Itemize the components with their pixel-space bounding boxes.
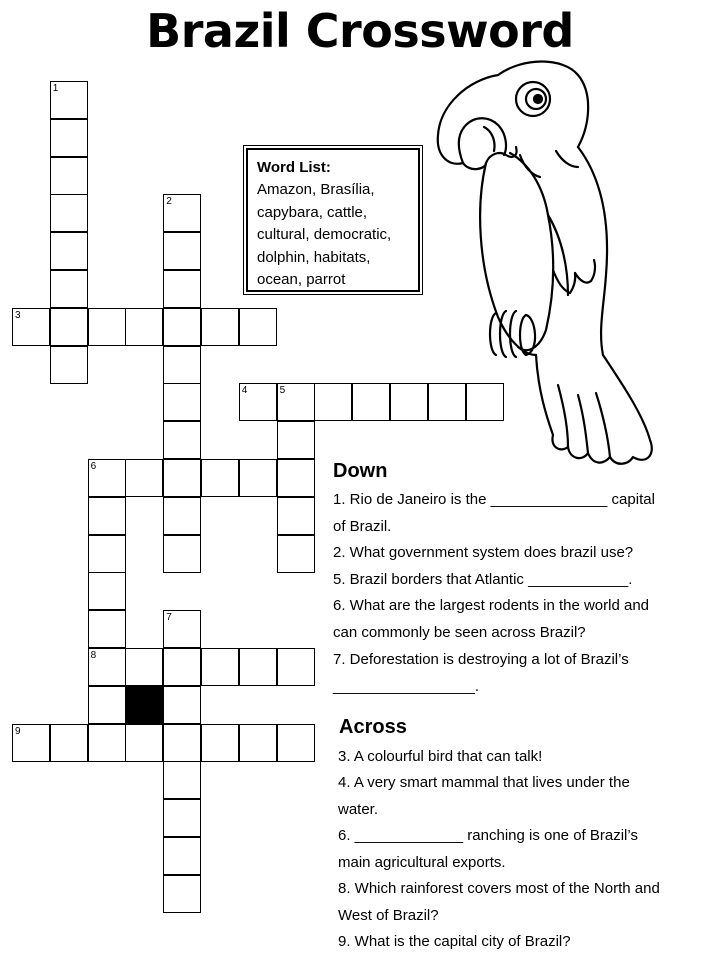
clue-number: 6 [90, 461, 97, 472]
crossword-cell[interactable] [163, 686, 201, 724]
word-list-heading: Word List: [257, 159, 331, 176]
crossword-cell[interactable] [277, 724, 315, 762]
crossword-cell[interactable] [163, 194, 201, 232]
across-clue: 4. A very smart mammal that lives under the water. [338, 774, 630, 818]
crossword-cell[interactable] [163, 610, 201, 648]
across-clue: 8. Which rainforest covers most of the North and West of Brazil? [338, 880, 660, 924]
down-clue: 6. What are the largest rodents in the world and can commonly be seen across Brazil? [333, 597, 650, 641]
crossword-cell[interactable] [88, 686, 126, 724]
crossword-cell[interactable] [50, 346, 88, 384]
crossword-cell[interactable] [88, 459, 126, 497]
crossword-cell[interactable] [163, 232, 201, 270]
crossword-cell[interactable] [239, 383, 277, 421]
crossword-cell[interactable] [50, 81, 88, 119]
clue-number: 7 [166, 612, 172, 624]
crossword-cell[interactable] [277, 459, 315, 497]
down-heading: Down [333, 460, 388, 482]
word-list-line: cultural, democratic, [257, 226, 392, 243]
clue-number: 1 [52, 83, 59, 94]
crossword-cell[interactable] [277, 648, 315, 686]
word-list-line: capybara, cattle, [257, 203, 368, 221]
crossword-cell[interactable] [163, 459, 201, 497]
crossword-cell[interactable] [277, 535, 315, 573]
crossword-cell[interactable] [277, 421, 315, 459]
crossword-cell[interactable] [163, 648, 201, 686]
crossword-cell[interactable] [88, 724, 126, 762]
crossword-cell[interactable] [50, 157, 88, 195]
clue-number: 4 [241, 385, 248, 397]
crossword-cell[interactable] [125, 308, 163, 346]
crossword-cell[interactable] [50, 194, 88, 232]
parrot-illustration [428, 55, 660, 475]
crossword-cell[interactable] [12, 308, 50, 346]
crossword-cell[interactable] [201, 724, 239, 762]
crossword-cell[interactable] [201, 648, 239, 686]
crossword-cell[interactable] [88, 610, 126, 648]
crossword-cell[interactable] [50, 119, 88, 157]
word-list-box [243, 145, 423, 295]
crossword-cell[interactable] [88, 308, 126, 346]
crossword-cell[interactable] [163, 421, 201, 459]
crossword-cell[interactable] [125, 648, 163, 686]
crossword-cell[interactable] [50, 308, 88, 346]
across-clue: 3. A colourful bird that can talk! [338, 748, 543, 765]
crossword-cell[interactable] [50, 232, 88, 270]
clue-number: 9 [15, 725, 21, 737]
crossword-cell[interactable] [277, 383, 315, 421]
crossword-cell[interactable] [12, 724, 50, 762]
crossword-cell[interactable] [239, 724, 277, 762]
crossword-cell[interactable] [125, 724, 163, 762]
clue-number: 3 [15, 309, 21, 321]
crossword-cell[interactable] [201, 308, 239, 346]
word-list-line: ocean, parrot [257, 271, 346, 288]
crossword-cell[interactable] [88, 572, 126, 610]
crossword-cell[interactable] [239, 308, 277, 346]
down-clue: 7. Deforestation is destroying a lot of Brazil’s _________________. [333, 651, 629, 695]
word-list-line: Amazon, Brasília, [257, 181, 375, 198]
crossword-cell[interactable] [163, 308, 201, 346]
crossword-cell[interactable] [163, 724, 201, 762]
blocked-cell [125, 686, 163, 724]
crossword-cell[interactable] [125, 459, 163, 497]
crossword-cell[interactable] [352, 383, 390, 421]
crossword-cell[interactable] [239, 459, 277, 497]
crossword-cell[interactable] [201, 459, 239, 497]
crossword-cell[interactable] [88, 535, 126, 573]
across-clue: 9. What is the capital city of Brazil? [338, 933, 571, 950]
crossword-cell[interactable] [163, 346, 201, 384]
crossword-cell[interactable] [163, 799, 201, 837]
down-clue: 1. Rio de Janeiro is the ______________ capital of Brazil. [333, 491, 655, 535]
crossword-cell[interactable] [88, 497, 126, 535]
down-clue: 5. Brazil borders that Atlantic ____________. [333, 571, 633, 588]
crossword-cell[interactable] [163, 875, 201, 913]
clue-number: 8 [90, 650, 97, 661]
crossword-cell[interactable] [163, 383, 201, 421]
across-clue: 6. _____________ ranching is one of Brazil’s main agricultural exports. [338, 827, 638, 871]
crossword-cell[interactable] [50, 724, 88, 762]
crossword-cell[interactable] [163, 761, 201, 799]
clue-number: 5 [279, 385, 286, 397]
down-clue: 2. What government system does brazil use? [333, 544, 634, 561]
across-heading: Across [339, 716, 407, 738]
crossword-cell[interactable] [163, 837, 201, 875]
crossword-cell[interactable] [163, 535, 201, 573]
crossword-cell[interactable] [50, 270, 88, 308]
crossword-cell[interactable] [163, 497, 201, 535]
crossword-cell[interactable] [239, 648, 277, 686]
word-list-line: dolphin, habitats, [257, 248, 371, 266]
page-title: Brazil Crossword [146, 4, 574, 58]
crossword-cell[interactable] [390, 383, 428, 421]
crossword-cell[interactable] [314, 383, 352, 421]
clue-number: 2 [166, 196, 172, 208]
crossword-cell[interactable] [88, 648, 126, 686]
crossword-cell[interactable] [163, 270, 201, 308]
crossword-cell[interactable] [277, 497, 315, 535]
